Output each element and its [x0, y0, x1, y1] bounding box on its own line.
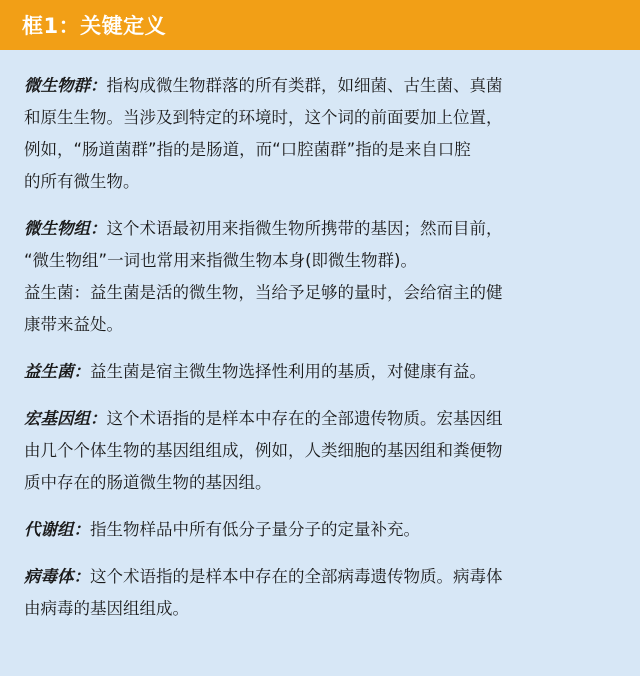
definition-text: 指构成微生物群落的所有类群，如细菌、古生菌、真菌	[106, 76, 503, 95]
box-title: 框1：关键定义	[22, 14, 167, 38]
definition-text: 这个术语指的是样本中存在的全部遗传物质。宏基因组	[106, 409, 503, 428]
definition-microbiota	[24, 70, 618, 198]
definition-text: 的所有微生物。	[24, 172, 140, 191]
definition-text: 指生物样品中所有低分子量分子的定量补充。	[90, 520, 420, 539]
definition-line	[24, 356, 618, 388]
definition-text: “微生物组”一词也常用来指微生物本身(即微生物群)。	[24, 251, 417, 270]
definition-virome	[24, 561, 618, 625]
definition-line	[24, 70, 618, 102]
definition-line	[24, 213, 618, 245]
definition-line	[24, 403, 618, 435]
definition-microbiome	[24, 213, 618, 341]
definition-line	[24, 514, 618, 546]
definition-metagenome	[24, 403, 618, 499]
definition-prebiotic	[24, 356, 618, 388]
definition-text: 例如，“肠道菌群”指的是肠道，而“口腔菌群”指的是来自口腔	[24, 140, 471, 159]
box-header	[0, 0, 640, 50]
definition-text: 质中存在的肠道微生物的基因组。	[24, 473, 272, 492]
definition-term: 宏基因组：	[24, 409, 107, 428]
definition-text: 这个术语最初用来指微生物所携带的基因；然而目前，	[106, 219, 503, 238]
definition-text: 益生菌：益生菌是活的微生物，当给予足够的量时，会给宿主的健	[24, 283, 503, 302]
definition-text: 益生菌是宿主微生物选择性利用的基质，对健康有益。	[90, 362, 486, 381]
definition-metabolome	[24, 514, 618, 546]
definition-text: 和原生生物。当涉及到特定的环境时，这个词的前面要加上位置，	[24, 108, 503, 127]
definitions-content	[0, 50, 640, 625]
definition-text: 由几个个体生物的基因组组成，例如，人类细胞的基因组和粪便物	[24, 441, 503, 460]
definition-text: 由病毒的基因组组成。	[24, 599, 189, 618]
definition-text: 康带来益处。	[24, 315, 123, 334]
definition-term: 益生菌：	[24, 362, 90, 381]
definition-term: 微生物组：	[24, 219, 107, 238]
definition-term: 病毒体：	[24, 567, 90, 586]
definition-term: 代谢组：	[24, 520, 90, 539]
definition-term: 微生物群：	[24, 76, 107, 95]
definition-line	[24, 561, 618, 593]
definition-text: 这个术语指的是样本中存在的全部病毒遗传物质。病毒体	[90, 567, 503, 586]
